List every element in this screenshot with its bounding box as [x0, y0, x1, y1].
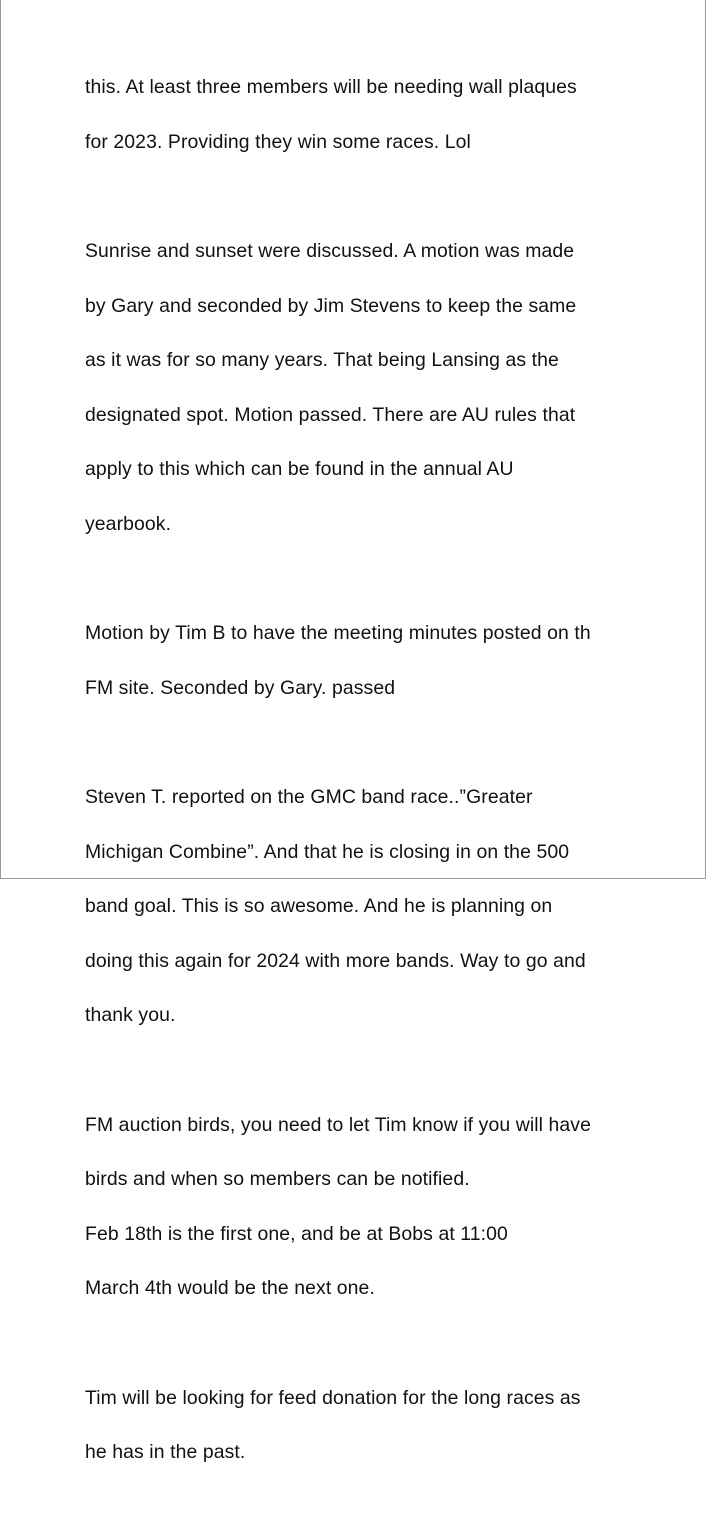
- text-line: thank you.: [85, 1004, 176, 1027]
- text-line: FM site. Seconded by Gary. passed: [85, 676, 396, 699]
- text-line: yearbook.: [85, 513, 172, 536]
- paragraph-auction-birds: [85, 1084, 645, 1330]
- text-line: Sunrise and sunset were discussed. A motion was made: [85, 240, 575, 263]
- paragraph-feed-donation: [85, 1357, 645, 1493]
- paragraph-gmc-band-race: [85, 757, 645, 1057]
- paragraph-meeting-minutes: [85, 593, 645, 729]
- text-line: designated spot. Motion passed. There are AU rules that: [85, 403, 576, 426]
- text-line: Steven T. reported on the GMC band race..”Greater: [85, 786, 533, 809]
- text-line: for 2023. Providing they win some races. Lol: [85, 130, 471, 153]
- text-line: he has in the past.: [85, 1441, 246, 1464]
- text-line: March 4th would be the next one.: [85, 1277, 375, 1300]
- text-line: doing this again for 2024 with more bands. Way to go and: [85, 949, 586, 972]
- text-line: birds and when so members can be notified.: [85, 1168, 470, 1191]
- text-line: apply to this which can be found in the annual AU: [85, 458, 514, 481]
- paragraph-sunrise-sunset: [85, 211, 645, 566]
- text-line: by Gary and seconded by Jim Stevens to keep the same: [85, 294, 577, 317]
- document-body: [85, 47, 645, 1521]
- paragraph-wall-plaques: [85, 47, 645, 183]
- text-line: Michigan Combine”. And that he is closing in on the 500: [85, 840, 570, 863]
- text-line: as it was for so many years. That being Lansing as the: [85, 349, 559, 372]
- text-line: FM auction birds, you need to let Tim know if you will have: [85, 1113, 591, 1136]
- text-line: band goal. This is so awesome. And he is planning on: [85, 895, 553, 918]
- text-line: Motion by Tim B to have the meeting minutes posted on th: [85, 622, 591, 645]
- text-line: this. At least three members will be needing wall plaques: [85, 76, 577, 99]
- text-line: Feb 18th is the first one, and be at Bobs at 11:00: [85, 1222, 508, 1245]
- text-line: Tim will be looking for feed donation for the long races as: [85, 1386, 581, 1409]
